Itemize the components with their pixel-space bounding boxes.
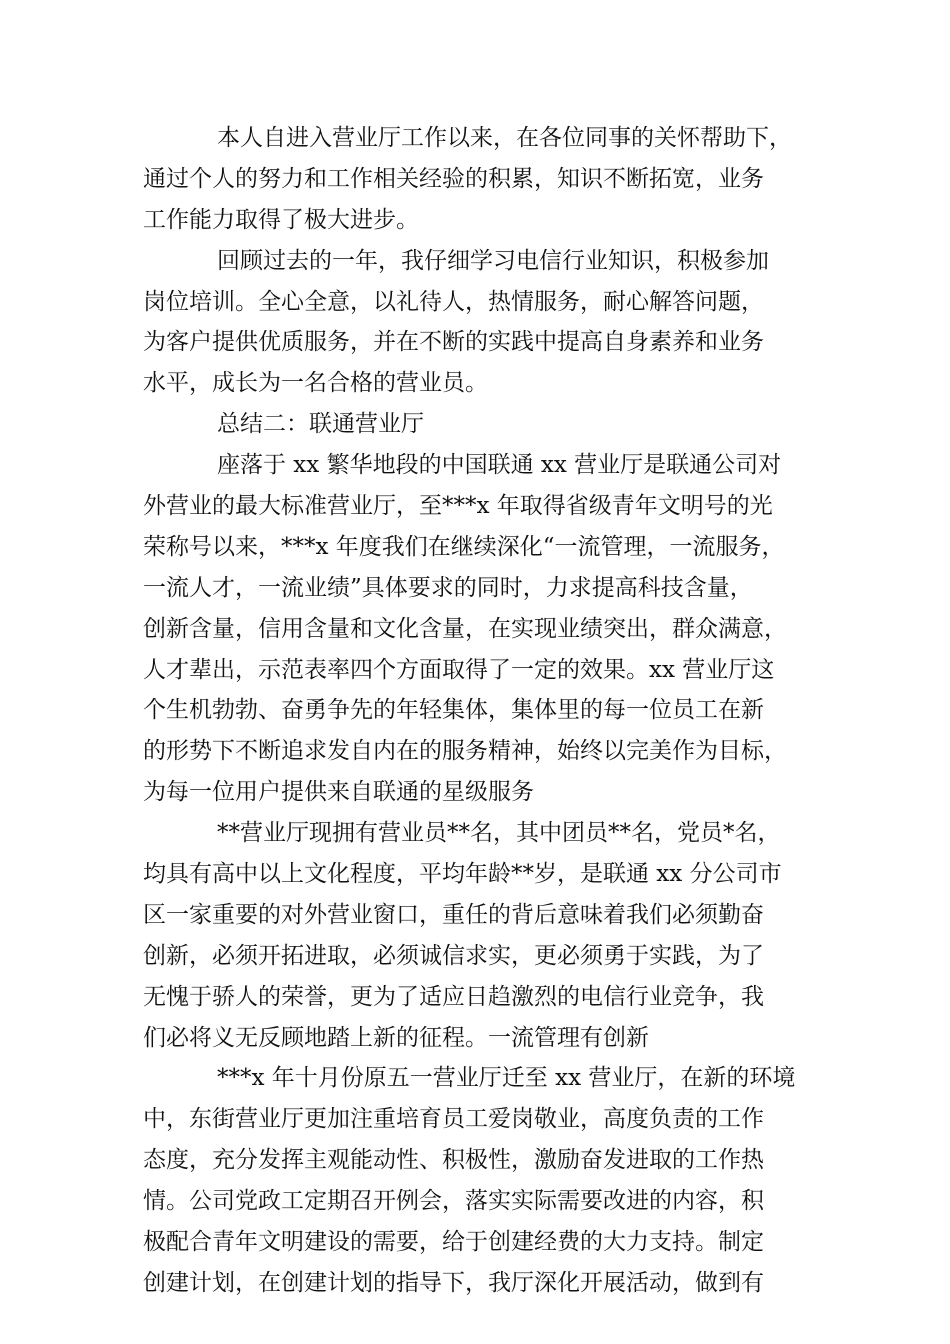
text-line: 为客户提供优质服务，并在不断的实践中提高自身素养和业务 — [143, 329, 764, 356]
text-line: **营业厅现拥有营业员**名，其中团员**名，党员*名， — [217, 820, 781, 847]
text-line: 个生机勃勃、奋勇争先的年轻集体，集体里的每一位员工在新 — [143, 697, 764, 724]
text-line: 一流人才，一流业绩”具体要求的同时，力求提高科技含量， — [143, 574, 753, 601]
document-body — [143, 118, 811, 1304]
text-line: 本人自进入营业厅工作以来，在各位同事的关怀帮助下， — [217, 125, 792, 151]
text-line: 创新含量，信用含量和文化含量，在实现业绩突出，群众满意， — [143, 615, 787, 642]
text-line: 外营业的最大标准营业厅，至***x 年取得省级青年文明号的光 — [143, 493, 773, 520]
text-line: 座落于 xx 繁华地段的中国联通 xx 营业厅是联通公司对 — [217, 452, 782, 479]
text-line: 创新，必须开拓进取，必须诚信求实，更必须勇于实践，为了 — [143, 942, 764, 969]
paragraph-location — [143, 445, 811, 813]
text-line: 通过个人的努力和工作相关经验的积累，知识不断拓宽，业务 — [143, 165, 764, 192]
text-line: 均具有高中以上文化程度，平均年龄**岁，是联通 xx 分公司市 — [143, 861, 782, 888]
paragraph-review — [143, 241, 811, 405]
paragraph-staff — [143, 813, 811, 1058]
section-heading-text: 总结二：联通营业厅 — [217, 411, 424, 438]
text-line: 极配合青年文明建设的需要，给于创建经费的大力支持。制定 — [143, 1229, 764, 1256]
text-line: 区一家重要的对外营业窗口，重任的背后意味着我们必须勤奋 — [143, 901, 764, 928]
section-heading — [143, 404, 811, 445]
text-line: 无愧于骄人的荣誉，更为了适应日趋激烈的电信行业竞争，我 — [143, 983, 764, 1010]
paragraph-intro — [143, 118, 811, 241]
text-line: 水平，成长为一名合格的营业员。 — [143, 370, 488, 397]
text-line: 态度，充分发挥主观能动性、积极性，激励奋发进取的工作热 — [143, 1147, 764, 1174]
text-line: 岗位培训。全心全意，以礼待人，热情服务，耐心解答问题， — [143, 288, 764, 315]
text-line: 中，东街营业厅更加注重培育员工爱岗敬业，高度负责的工作 — [143, 1106, 764, 1133]
text-line: 创建计划，在创建计划的指导下，我厅深化开展活动，做到有 — [143, 1269, 764, 1296]
paragraph-relocation — [143, 1058, 811, 1303]
text-line: 们必将义无反顾地踏上新的征程。一流管理有创新 — [143, 1024, 649, 1051]
text-line: 的形势下不断追求发自内在的服务精神，始终以完美作为目标， — [143, 738, 787, 765]
text-line: 情。公司党政工定期召开例会，落实实际需要改进的内容，积 — [143, 1188, 764, 1215]
text-line: 工作能力取得了极大进步。 — [143, 206, 419, 233]
text-line: 为每一位用户提供来自联通的星级服务 — [143, 779, 534, 806]
text-line: 回顾过去的一年，我仔细学习电信行业知识，积极参加 — [217, 247, 769, 274]
text-line: ***x 年十月份原五一营业厅迁至 xx 营业厅，在新的环境 — [217, 1065, 796, 1092]
text-line: 人才辈出，示范表率四个方面取得了一定的效果。xx 营业厅这 — [143, 656, 775, 683]
text-line: 荣称号以来，***x 年度我们在继续深化“一流管理，一流服务， — [143, 533, 785, 560]
